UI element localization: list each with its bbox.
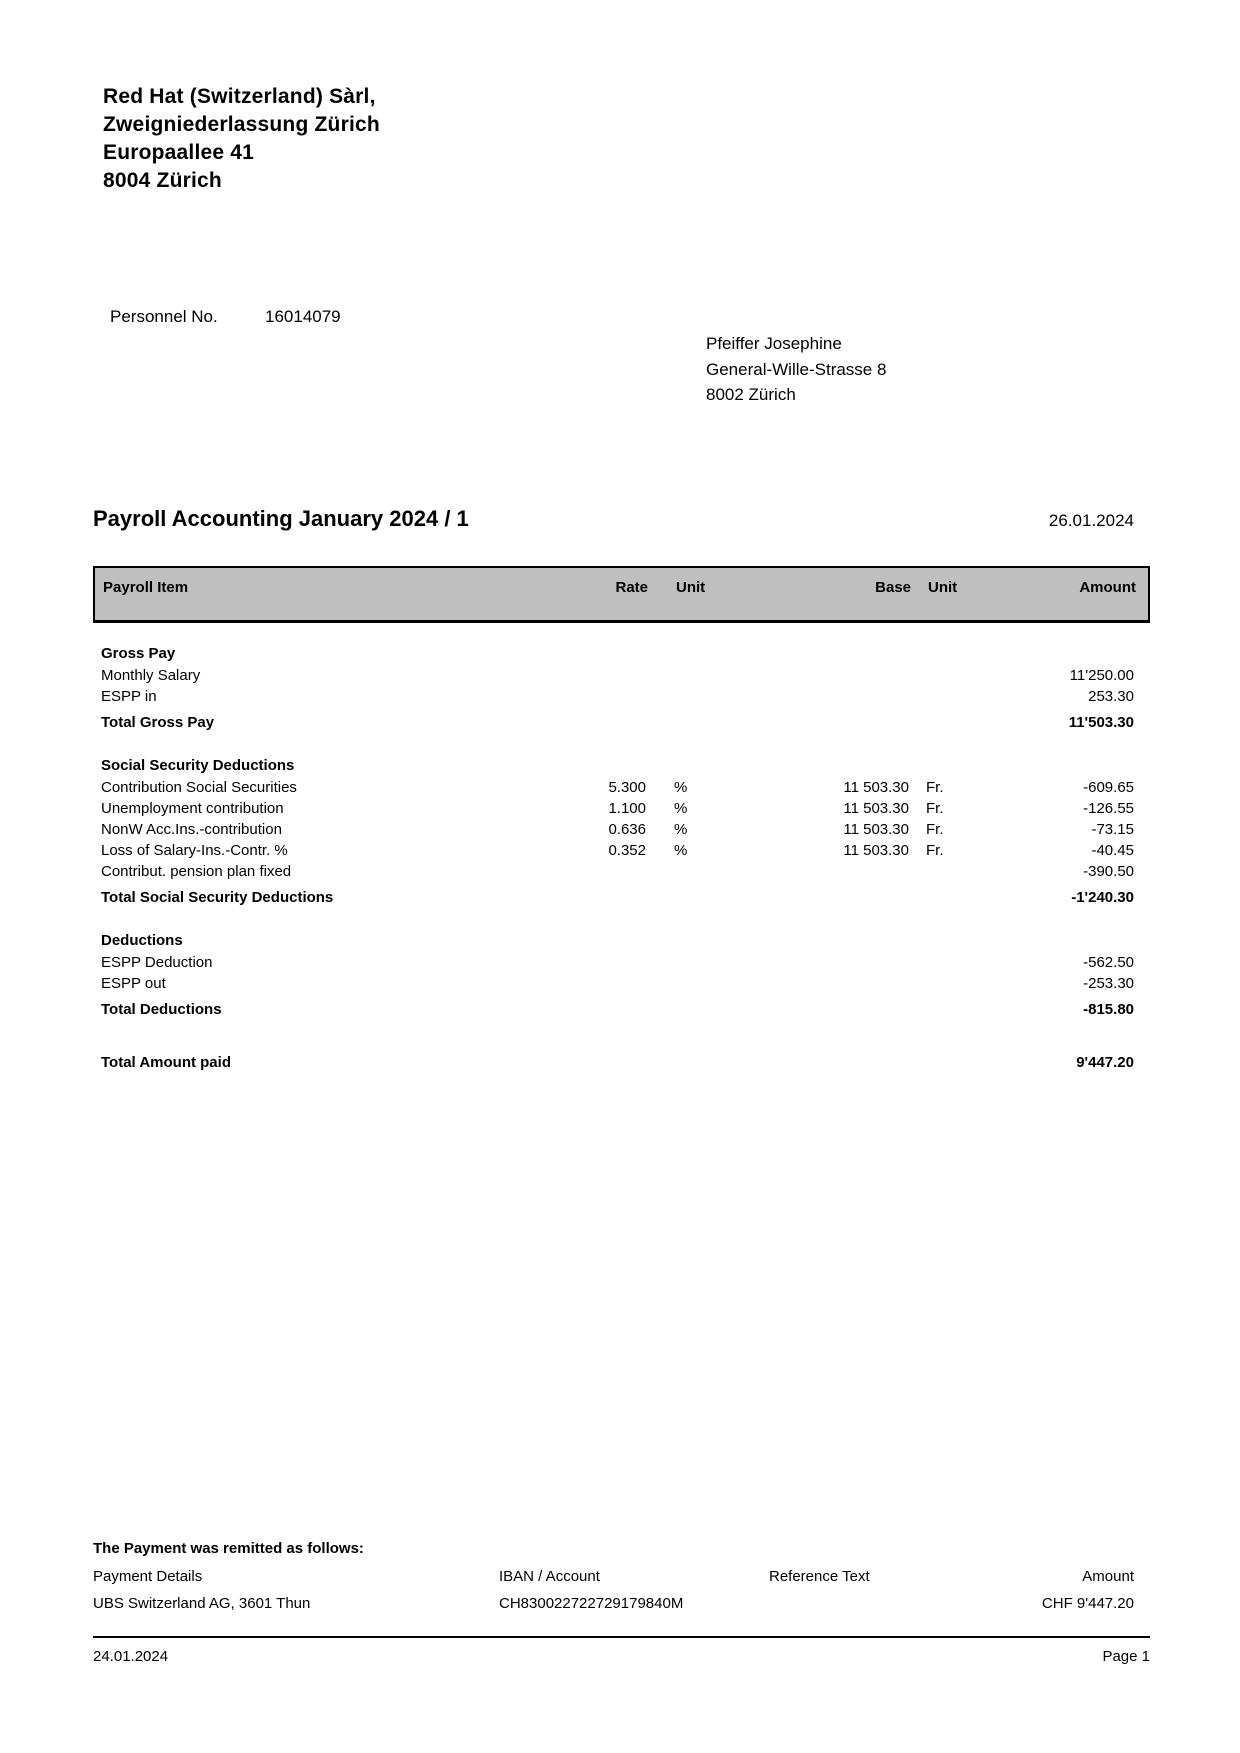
table-row xyxy=(93,840,1150,861)
section-deductions xyxy=(93,930,1150,1020)
row-item-label: ESPP in xyxy=(101,688,157,705)
recipient-street-line: General-Wille-Strasse 8 xyxy=(706,359,887,379)
payment-column-header-details: Payment Details xyxy=(93,1568,203,1585)
row-amount: 11'250.00 xyxy=(1069,667,1134,684)
recipient-city-line: 8002 Zürich xyxy=(706,385,796,404)
row-item-label: Loss of Salary-Ins.-Contr. % xyxy=(101,842,288,859)
row-base: 11 503.30 xyxy=(843,821,909,838)
section-total-label: Total Deductions xyxy=(101,1001,222,1018)
company-city-line: 8004 Zürich xyxy=(103,169,222,192)
table-body xyxy=(93,643,1150,1073)
company-name-line: Red Hat (Switzerland) Sàrl, xyxy=(103,85,376,108)
row-amount: -390.50 xyxy=(1083,863,1134,880)
row-item-label: Unemployment contribution xyxy=(101,800,284,817)
row-base-unit: Fr. xyxy=(926,779,944,796)
row-amount: -73.15 xyxy=(1091,821,1134,838)
recipient-address-block xyxy=(706,331,886,408)
row-base-unit: Fr. xyxy=(926,842,944,859)
row-item-label: NonW Acc.Ins.-contribution xyxy=(101,821,282,838)
document-title-row xyxy=(93,506,1150,532)
table-row xyxy=(93,819,1150,840)
column-header-unit-rate: Unit xyxy=(676,579,706,596)
row-amount: -253.30 xyxy=(1083,975,1134,992)
section-total-amount: -815.80 xyxy=(1083,1001,1134,1018)
row-rate-unit: % xyxy=(674,779,688,796)
grand-total-amount: 9'447.20 xyxy=(1076,1054,1134,1071)
table-row xyxy=(93,686,1150,707)
row-item-label: Monthly Salary xyxy=(101,667,201,684)
row-item-label: ESPP out xyxy=(101,975,166,992)
row-rate: 5.300 xyxy=(608,779,646,796)
column-header-rate: Rate xyxy=(615,579,648,596)
row-base-unit: Fr. xyxy=(926,821,944,838)
section-total-label: Total Gross Pay xyxy=(101,714,215,731)
row-base-unit: Fr. xyxy=(926,800,944,817)
column-header-payroll-item: Payroll Item xyxy=(103,579,189,596)
section-heading: Deductions xyxy=(101,932,183,949)
section-heading: Gross Pay xyxy=(101,645,176,662)
row-base: 11 503.30 xyxy=(843,779,909,796)
row-amount: 253.30 xyxy=(1088,688,1134,705)
page-footer xyxy=(93,1646,1150,1667)
row-base: 11 503.30 xyxy=(843,842,909,859)
payment-column-header-iban: IBAN / Account xyxy=(499,1568,600,1585)
footer-date: 24.01.2024 xyxy=(93,1648,169,1665)
section-total-row xyxy=(93,999,1150,1020)
payment-iban-value: CH830022722729179840M xyxy=(499,1595,684,1612)
page-title: Payroll Accounting January 2024 / 1 xyxy=(93,506,469,531)
personnel-number-label: Personnel No. xyxy=(110,307,218,326)
section-heading: Social Security Deductions xyxy=(101,757,295,774)
row-rate: 0.636 xyxy=(608,821,646,838)
row-rate-unit: % xyxy=(674,800,688,817)
column-header-base: Base xyxy=(875,579,911,596)
payment-heading: The Payment was remitted as follows: xyxy=(93,1540,364,1557)
section-total-row xyxy=(93,887,1150,908)
table-row xyxy=(93,973,1150,994)
row-amount: -126.55 xyxy=(1083,800,1134,817)
payment-value-row xyxy=(93,1593,1150,1614)
personnel-number-value: 16014079 xyxy=(265,307,341,326)
section-total-label: Total Social Security Deductions xyxy=(101,889,334,906)
row-rate-unit: % xyxy=(674,842,688,859)
column-header-unit-base: Unit xyxy=(928,579,958,596)
row-rate: 1.100 xyxy=(608,800,646,817)
row-rate: 0.352 xyxy=(608,842,646,859)
section-total-amount: -1'240.30 xyxy=(1071,889,1134,906)
payment-column-header-amount: Amount xyxy=(1082,1568,1134,1585)
table-row xyxy=(93,952,1150,973)
section-gross-pay xyxy=(93,643,1150,733)
section-total-amount: 11'503.30 xyxy=(1068,714,1134,731)
table-row xyxy=(93,777,1150,798)
company-street-line: Europaallee 41 xyxy=(103,141,255,164)
payment-amount-value: CHF 9'447.20 xyxy=(1041,1595,1134,1612)
row-item-label: Contribution Social Securities xyxy=(101,779,297,796)
company-address-block xyxy=(103,83,380,195)
page-number: Page 1 xyxy=(1102,1648,1150,1665)
grand-total-row xyxy=(93,1052,1150,1073)
payment-details-value: UBS Switzerland AG, 3601 Thun xyxy=(93,1595,311,1612)
column-header-amount: Amount xyxy=(1079,579,1136,596)
footer-divider xyxy=(93,1636,1150,1638)
table-row xyxy=(93,798,1150,819)
row-item-label: ESPP Deduction xyxy=(101,954,213,971)
recipient-name-line: Pfeiffer Josephine xyxy=(706,334,842,353)
section-social-security-deductions xyxy=(93,755,1150,908)
table-header-row xyxy=(93,566,1150,623)
payroll-table xyxy=(93,566,1150,1073)
payment-column-header-reference: Reference Text xyxy=(769,1568,870,1585)
payment-header-row xyxy=(93,1566,1150,1587)
section-total-row xyxy=(93,712,1150,733)
row-item-label: Contribut. pension plan fixed xyxy=(101,863,292,880)
personnel-number-row xyxy=(110,305,341,329)
row-amount: -40.45 xyxy=(1091,842,1134,859)
document-date: 26.01.2024 xyxy=(1048,511,1134,530)
row-amount: -609.65 xyxy=(1083,779,1134,796)
grand-total-label: Total Amount paid xyxy=(101,1054,231,1071)
payment-remittance-section xyxy=(93,1538,1150,1614)
row-base: 11 503.30 xyxy=(843,800,909,817)
row-rate-unit: % xyxy=(674,821,688,838)
payment-reference-value xyxy=(769,1593,999,1614)
row-amount: -562.50 xyxy=(1083,954,1134,971)
table-row xyxy=(93,665,1150,686)
table-row xyxy=(93,861,1150,882)
company-branch-line: Zweigniederlassung Zürich xyxy=(103,113,380,136)
